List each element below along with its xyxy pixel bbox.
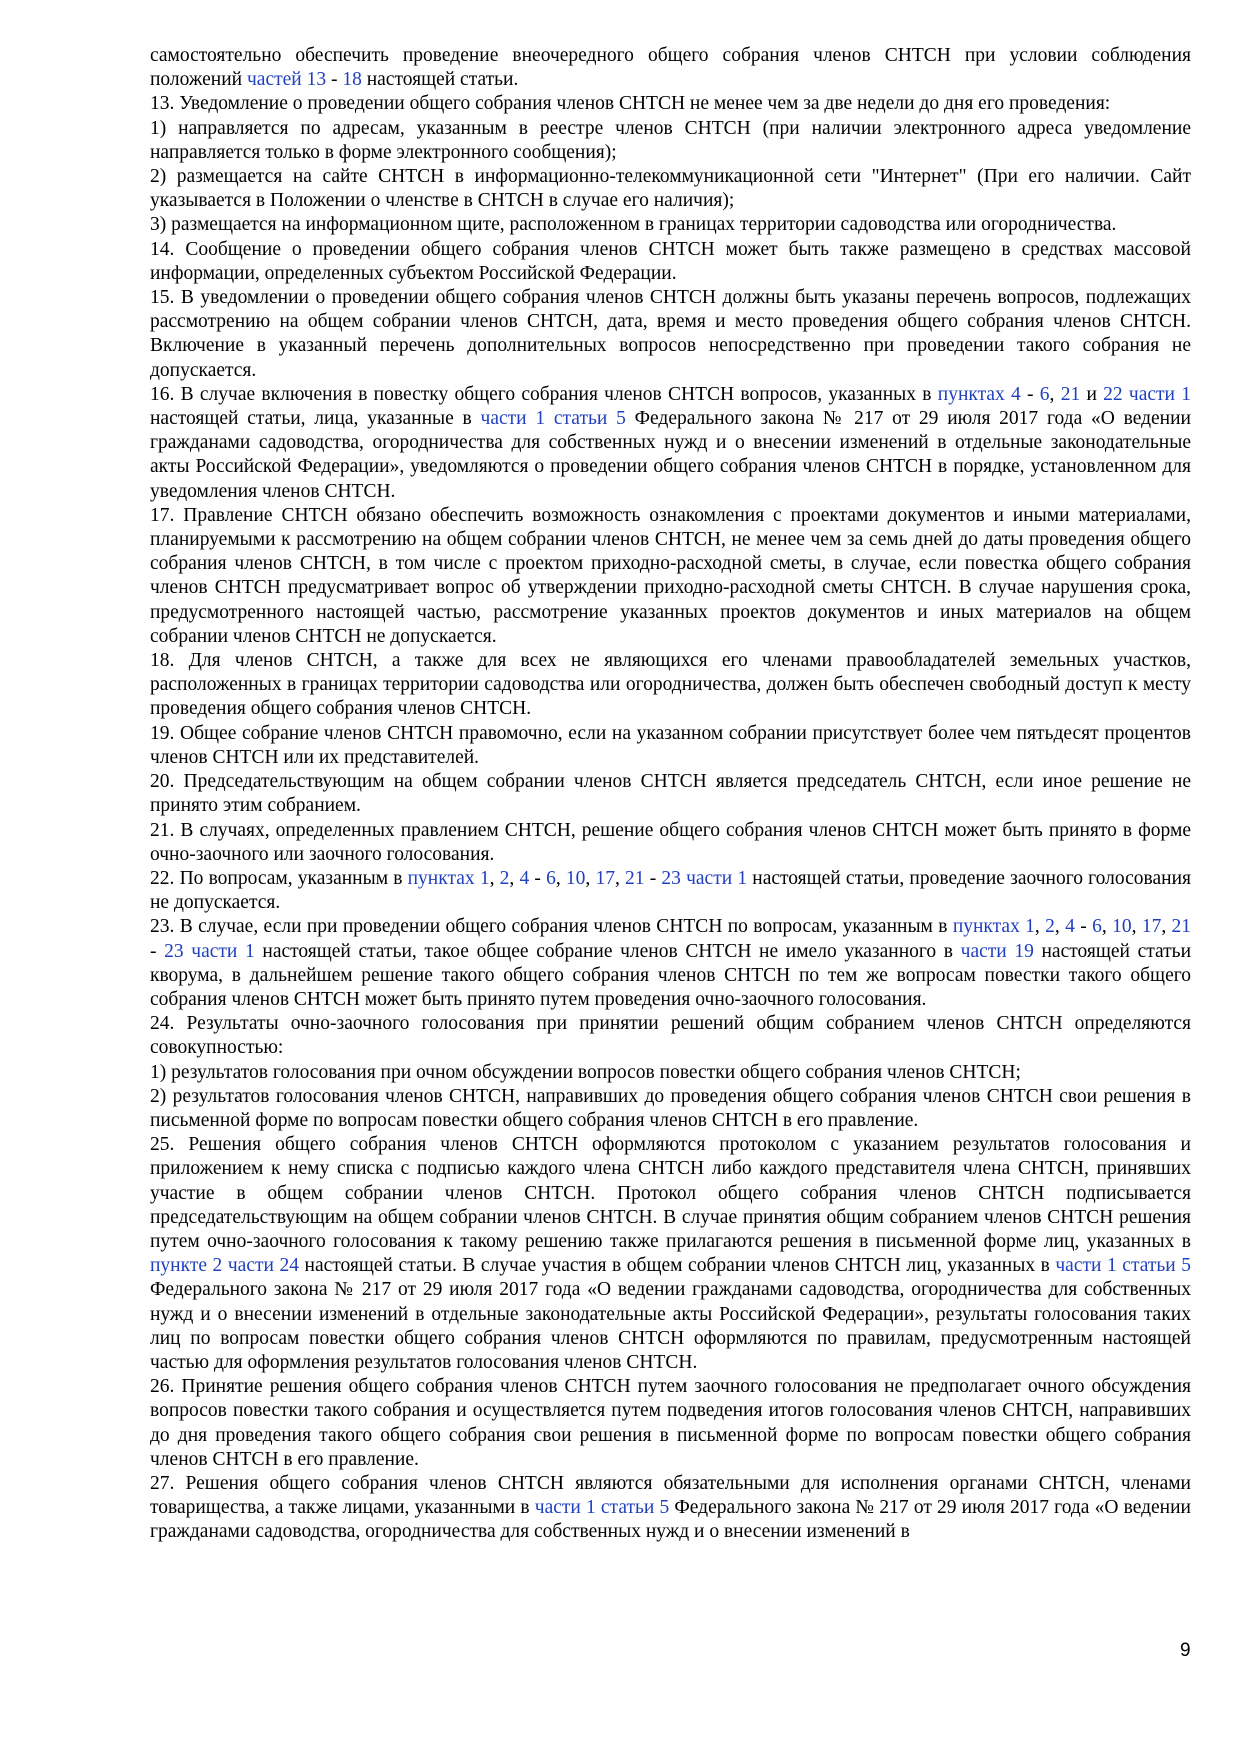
paragraph <box>150 383 1191 504</box>
legal-reference-link[interactable]: 4 <box>519 867 530 889</box>
paragraph-text: Федерального закона № 217 от 29 июля 2017 года «О ведении гражданами садоводства, огородничества для собственных нужд и о внесении изменений в отдельные законодательные акты Российской Федерации», результаты голосования таких лиц по вопросам повестки общего собрания членов СНТСН оформляются по правилам, предусмотренным настоящей частью для оформления результатов голосования членов СНТСН. <box>150 1279 1191 1373</box>
paragraph-text: , <box>1131 916 1142 938</box>
paragraph-text: 14. Сообщение о проведении общего собрания членов СНТСН может быть также размещено в средствах массовой информации, определенных субъектом Российской Федерации. <box>150 238 1191 284</box>
paragraph-text: 27. Решения общего собрания членов СНТСН являются обязательными для исполнения органами СНТСН, членами товарищества, а также лицами, указанными в <box>150 1472 1191 1519</box>
legal-reference-link[interactable]: частей 13 <box>246 69 327 91</box>
paragraph <box>150 165 1191 213</box>
paragraph-text: , <box>489 867 500 889</box>
document-body <box>150 44 1191 1545</box>
paragraph-text: , <box>585 867 596 889</box>
paragraph-text: 17. Правление СНТСН обязано обеспечить возможность ознакомления с проектами документов и иными материалами, планируемыми к рассмотрению на общем собрании членов СНТСН, не менее чем за семь дней до даты проведения общего собрания членов СНТСН, в том числе с проектом приходно-расходной сметы, в случае, если повестка общего собрания членов СНТСН предусматривает вопрос об утверждении приходно-расходной сметы СНТСН. В случае нарушения срока, предусмотренного настоящей частью, рассмотрение указанных проектов документов и иных материалов на общем собрании членов СНТСН не допускается. <box>150 504 1191 647</box>
paragraph-text: 24. Результаты очно-заочного голосования при принятии решений общим собранием членов СНТСН определяются совокупностью: <box>150 1013 1191 1059</box>
legal-reference-link[interactable]: пунктах 1 <box>407 867 490 889</box>
paragraph-text: 2) размещается на сайте СНТСН в информационно-телекоммуникационной сети "Интернет" (При его наличии. Сайт указывается в Положении о членстве в СНТСН в случае его наличия); <box>150 166 1191 212</box>
paragraph-text: , <box>614 867 626 889</box>
paragraph-text: - <box>1074 916 1093 938</box>
page-number: 9 <box>1180 1640 1191 1661</box>
paragraph <box>150 44 1191 92</box>
paragraph <box>150 238 1191 286</box>
paragraph-text: 21. В случаях, определенных правлением СНТСН, решение общего собрания членов СНТСН может быть принято в форме очно-заочного или заочного голосования. <box>150 819 1191 865</box>
legal-reference-link[interactable]: 17 <box>1141 916 1162 938</box>
paragraph-text: настоящей статьи кворума, в дальнейшем решение такого общего собрания членов СНТСН по тем же вопросам повестки такого общего собрания членов СНТСН может быть принято путем проведения очно-заочного голосования. <box>150 940 1192 1010</box>
legal-reference-link[interactable]: пункте 2 части 24 <box>150 1255 299 1277</box>
paragraph <box>150 722 1191 770</box>
legal-reference-link[interactable]: 6 <box>1092 916 1102 938</box>
legal-reference-link[interactable]: части 1 статьи 5 <box>1055 1255 1191 1277</box>
paragraph-text: 23. В случае, если при проведении общего собрания членов СНТСН по вопросам, указанным в <box>150 916 953 938</box>
paragraph-text: настоящей статьи, проведение заочного голосования не допускается. <box>150 867 1191 914</box>
legal-reference-link[interactable]: 23 части 1 <box>164 940 255 962</box>
paragraph-text: 15. В уведомлении о проведении общего собрания членов СНТСН должны быть указаны перечень вопросов, подлежащих рассмотрению на общем собрании членов СНТСН, дата, время и место проведения общего собрания членов СНТСН. Включение в указанный перечень дополнительных вопросов непосредственно при проведении такого собрания не допускается. <box>150 287 1191 381</box>
paragraph-text: 25. Решения общего собрания членов СНТСН оформляются протоколом с указанием результатов голосования и приложением к нему списка с подписью каждого члена СНТСН либо каждого представителя члена СНТСН, принявших участие в общем собрании членов СНТСН. Протокол общего собрания членов СНТСН подписывается председательствующим на общем собрании членов СНТСН. В случае принятия общим собранием членов СНТСН решения путем очно-заочного голосования к такому решению также прилагаются решения в письменной форме лиц, указанных в <box>150 1134 1191 1252</box>
paragraph-text: 16. В случае включения в повестку общего собрания членов СНТСН вопросов, указанных в <box>150 383 938 405</box>
paragraph-text: 20. Председательствующим на общем собрании членов СНТСН является председатель СНТСН, если иное решение не принято этим собранием. <box>150 771 1191 817</box>
paragraph-text: , <box>1101 916 1113 938</box>
paragraph-text: 2) результатов голосования членов СНТСН, направивших до проведения общего собрания членов СНТСН свои решения в письменной форме по вопросам повестки общего собрания членов СНТСН в его правление. <box>150 1085 1191 1131</box>
paragraph-text: Федерального закона № 217 от 29 июля 2017 года «О ведении гражданами садоводства, огородничества для собственных нужд и о внесении изменений в отдельные законодательные акты Российской Федерации», уведомляются о проведении общего собрания членов СНТСН в порядке, установленном для уведомления членов СНТСН. <box>150 408 1191 502</box>
paragraph-text: - <box>1020 383 1040 405</box>
paragraph <box>150 915 1191 1012</box>
legal-reference-link[interactable]: 18 <box>342 69 362 91</box>
paragraph-text: 1) направляется по адресам, указанным в реестре членов СНТСН (при наличии электронного адреса уведомление направляется только в форме электронного сообщения); <box>150 117 1191 163</box>
paragraph <box>150 286 1191 383</box>
legal-reference-link[interactable]: части 1 статьи 5 <box>534 1497 670 1519</box>
paragraph-text: и <box>1080 383 1104 405</box>
paragraph-text: 18. Для членов СНТСН, а также для всех не являющихся его членами правообладателей земельных участков, расположенных в границах территории садоводства или огородничества, должен быть обеспечен свободный доступ к месту проведения общего собрания членов СНТСН. <box>150 650 1191 720</box>
paragraph-text: , <box>555 867 566 889</box>
paragraph <box>150 504 1191 649</box>
legal-reference-link[interactable]: 21 <box>625 867 645 889</box>
paragraph-text: , <box>1054 916 1066 938</box>
paragraph-text: , <box>1049 383 1061 405</box>
legal-reference-link[interactable]: 4 <box>1065 916 1075 938</box>
paragraph-text: 13. Уведомление о проведении общего собрания членов СНТСН не менее чем за две недели до дня его проведения: <box>150 93 1111 115</box>
paragraph <box>150 819 1191 867</box>
paragraph <box>150 770 1191 818</box>
paragraph <box>150 649 1191 722</box>
legal-reference-link[interactable]: 10 <box>1112 916 1132 938</box>
legal-reference-link[interactable]: 21 <box>1060 383 1081 405</box>
legal-reference-link[interactable]: части 19 <box>960 940 1034 962</box>
legal-reference-link[interactable]: части 1 статьи 5 <box>480 408 626 430</box>
paragraph <box>150 117 1191 165</box>
legal-reference-link[interactable]: 23 части 1 <box>661 867 748 889</box>
legal-reference-link[interactable]: 6 <box>1039 383 1050 405</box>
legal-reference-link[interactable]: 22 части 1 <box>1103 383 1192 405</box>
paragraph-text: - <box>150 940 165 962</box>
paragraph <box>150 1375 1191 1472</box>
paragraph-text: Федерального закона № 217 от 29 июля 2017 года «О ведении гражданами садоводства, огородничества для собственных нужд и о внесении изменений в <box>150 1497 1191 1543</box>
legal-reference-link[interactable]: 6 <box>546 867 556 889</box>
paragraph-text: , <box>1034 916 1046 938</box>
paragraph <box>150 1472 1191 1545</box>
paragraph-text: настоящей статьи. В случае участия в общем собрании членов СНТСН лиц, указанных в <box>298 1255 1056 1277</box>
legal-reference-link[interactable]: 17 <box>595 867 615 889</box>
paragraph-text: , <box>1161 916 1172 938</box>
paragraph-text: самостоятельно обеспечить проведение внеочередного общего собрания членов СНТСН при условии соблюдения положений <box>150 45 1191 91</box>
paragraph <box>150 213 1191 237</box>
paragraph <box>150 1061 1191 1085</box>
paragraph <box>150 1012 1191 1060</box>
paragraph-text: , <box>509 867 520 889</box>
legal-reference-link[interactable]: 2 <box>499 867 510 889</box>
legal-reference-link[interactable]: 2 <box>1045 916 1055 938</box>
paragraph-text: настоящей статьи, такое общее собрание членов СНТСН не имело указанного в <box>254 940 961 962</box>
legal-reference-link[interactable]: 10 <box>565 867 586 889</box>
legal-reference-link[interactable]: пунктах 1 <box>952 916 1035 938</box>
legal-reference-link[interactable]: 21 <box>1171 916 1192 938</box>
paragraph-text: 19. Общее собрание членов СНТСН правомочно, если на указанном собрании присутствует более чем пятьдесят процентов членов СНТСН или их представителей. <box>150 722 1191 768</box>
legal-reference-link[interactable]: пунктах 4 <box>937 383 1021 405</box>
paragraph <box>150 92 1191 116</box>
paragraph-text: 26. Принятие решения общего собрания членов СНТСН путем заочного голосования не предполагает очного обсуждения вопросов повестки такого собрания и осуществляется путем подведения итогов голосования членов СНТСН, направивших до дня проведения такого общего собрания свои решения в письменной форме по вопросам повестки общего собрания членов СНТСН в его правление. <box>150 1376 1191 1470</box>
paragraph <box>150 1085 1191 1133</box>
paragraph-text: настоящей статьи. <box>361 69 519 91</box>
paragraph-text: 22. По вопросам, указанным в <box>150 867 408 889</box>
paragraph <box>150 1133 1191 1375</box>
paragraph <box>150 867 1191 915</box>
paragraph-text: - <box>529 867 547 889</box>
paragraph-text: 1) результатов голосования при очном обсуждении вопросов повестки общего собрания членов СНТСН; <box>150 1061 1021 1083</box>
paragraph-text: - <box>644 867 662 889</box>
paragraph-text: 3) размещается на информационном щите, расположенном в границах территории садоводства или огородничества. <box>150 214 1117 236</box>
paragraph-text: настоящей статьи, лица, указанные в <box>150 408 481 430</box>
paragraph-text: - <box>326 69 343 91</box>
